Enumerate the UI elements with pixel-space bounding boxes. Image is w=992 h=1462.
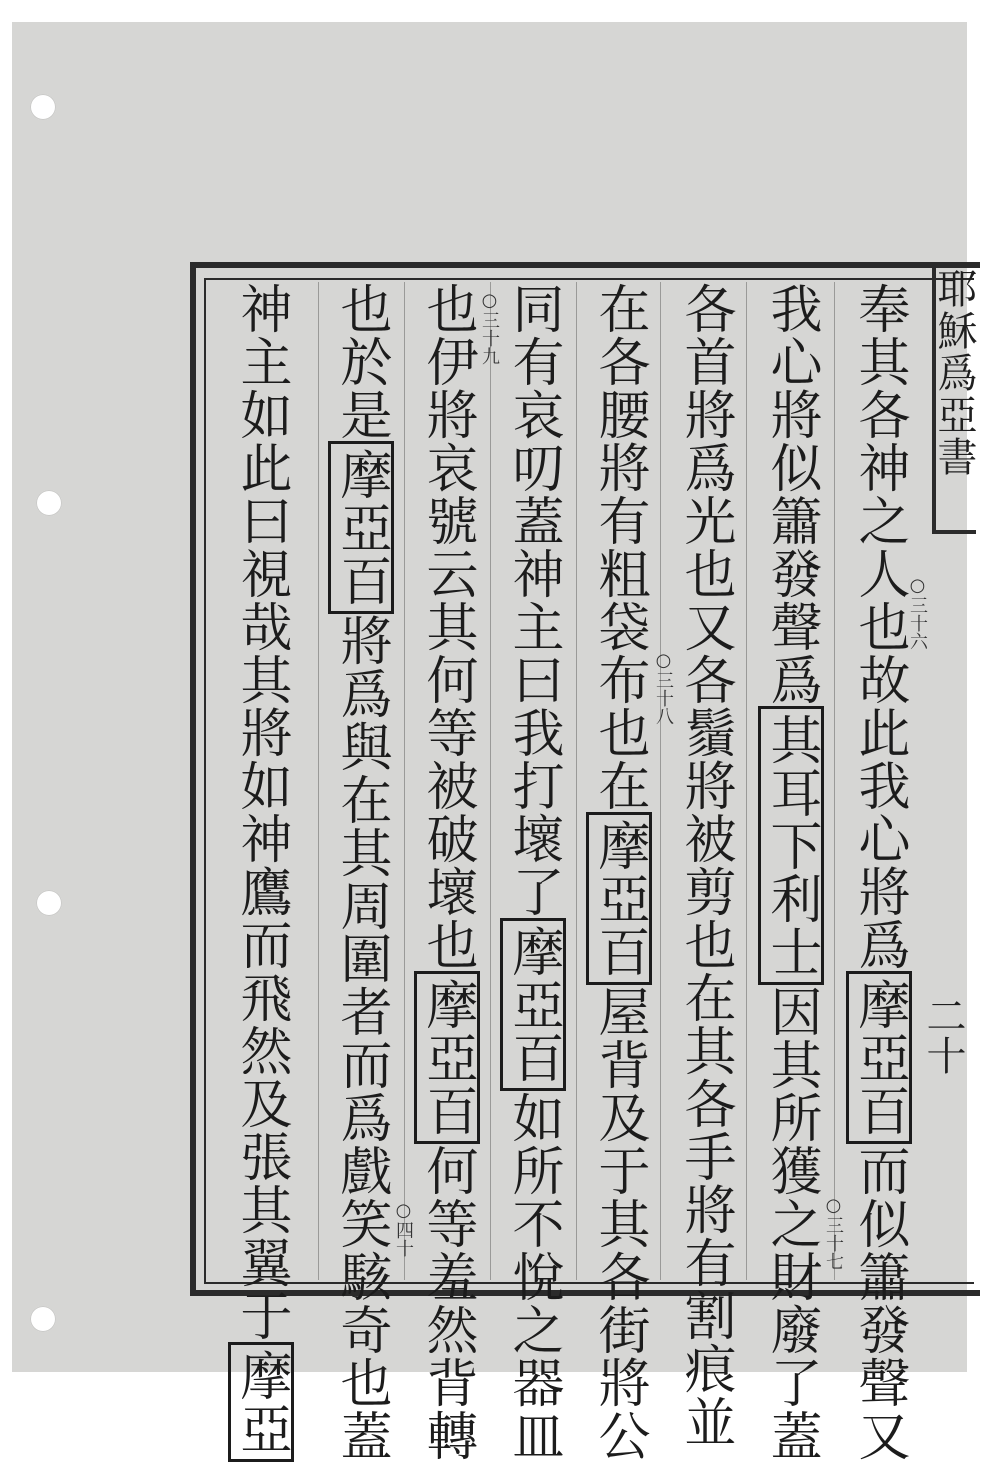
column-rule — [490, 282, 491, 1280]
binder-hole — [36, 890, 62, 916]
text-column — [762, 282, 820, 1462]
text-segment: 同有哀叨蓋神主曰我打壞了 — [503, 282, 563, 918]
text-segment: 奉其各神之人也故此我心將爲 — [849, 282, 909, 971]
text-segment: 如所不悅之器皿 — [503, 1091, 563, 1462]
binder-hole — [30, 94, 56, 120]
column-rule — [834, 282, 835, 1280]
boxed-name: 摩亞百 — [414, 971, 480, 1144]
text-column — [850, 282, 908, 1462]
text-segment: 將爲與在其周圍者而爲戲笑駭奇也蓋 — [331, 614, 391, 1462]
text-segment: 我心將似簫發聲爲 — [761, 282, 821, 706]
column-rule — [660, 282, 661, 1280]
text-segment: 各首將爲光也又各鬚將被剪也在其各手將有割痕並 — [675, 282, 735, 1448]
text-segment: 而似簫發聲又 — [849, 1144, 909, 1462]
text-segment: 因其所獲之財廢了蓋 — [761, 985, 821, 1462]
text-segment: 神主如此曰視哉其將如神鷹而飛然及張其翼于 — [231, 282, 291, 1342]
text-segment: 何等羞然背轉 — [417, 1144, 477, 1462]
text-column — [504, 282, 562, 1462]
page-number: 二十 — [920, 995, 966, 1075]
text-column — [418, 282, 476, 1462]
text-segment: 在各腰將有粗袋布也在 — [589, 282, 649, 812]
verse-marker: ○三十六 — [907, 575, 928, 650]
verse-marker: ○三十九 — [479, 290, 500, 365]
verse-marker: ○三十七 — [823, 1195, 844, 1270]
boxed-name: 摩亞百 — [500, 918, 566, 1091]
binder-hole — [36, 490, 62, 516]
verse-marker: ○四十 — [393, 1200, 414, 1257]
boxed-name: 摩亞百 — [328, 441, 394, 614]
text-segment: 也伊將哀號云其何等被破壞也 — [417, 282, 477, 971]
column-rule — [404, 282, 405, 1280]
boxed-name: 摩亞 — [228, 1342, 294, 1462]
column-rule — [746, 282, 747, 1280]
verse-marker: ○三十八 — [653, 650, 674, 725]
binder-hole — [30, 1306, 56, 1332]
boxed-name: 其耳下利士 — [758, 706, 824, 985]
boxed-name: 摩亞百 — [586, 812, 652, 985]
text-column — [676, 282, 734, 1448]
text-segment: 也於是 — [331, 282, 391, 441]
text-column — [590, 282, 648, 1462]
text-column — [332, 282, 390, 1462]
column-rule — [318, 282, 319, 1280]
text-column — [232, 282, 290, 1462]
book-title: 耶穌爲亞書 — [931, 268, 977, 478]
boxed-name: 摩亞百 — [846, 971, 912, 1144]
text-segment: 屋背及于其各街將公 — [589, 985, 649, 1462]
column-rule — [576, 282, 577, 1280]
